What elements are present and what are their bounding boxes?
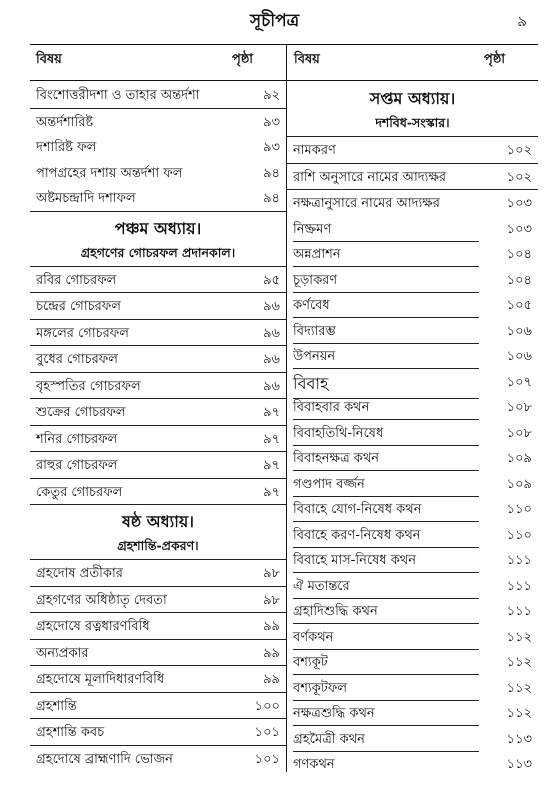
toc-topic: শনির গোচরফল — [36, 431, 118, 447]
toc-page: ১০৪ — [506, 272, 532, 288]
chapter-title: পঞ্চম অধ্যায়। — [114, 218, 202, 238]
toc-page: ৯৮ — [263, 592, 280, 608]
toc-page: ১১১ — [506, 553, 532, 568]
toc-page: ১০৬ — [506, 349, 532, 364]
toc-topic: নামকরণ — [293, 143, 336, 158]
toc-page: ৯৫ — [263, 272, 280, 288]
toc-row — [30, 693, 286, 720]
toc-topic: গ্রহদোষে মূলাদিধারণবিধি — [36, 672, 165, 687]
toc-topic: গ্রহগণের অধিষ্ঠাতৃ দেবতা — [36, 592, 167, 608]
toc-row — [30, 479, 286, 506]
toc-topic: পাপগ্রহের দশায় অন্তর্দশা ফল — [36, 165, 183, 181]
toc-row — [30, 267, 286, 294]
toc-page: ৯৪ — [263, 165, 280, 181]
toc-row — [287, 496, 538, 522]
chapter-subtitle: গ্রহগণের গোচরফল প্রদানকাল। — [80, 244, 236, 260]
toc-row — [287, 292, 538, 318]
toc-topic: বৃহস্পতির গোচরফল — [36, 378, 141, 394]
toc-topic: ঐ মতান্তরে — [293, 577, 479, 599]
toc-topic: চন্দ্রের গোচরফল — [36, 299, 121, 314]
toc-topic: বিবাহতিথি-নিষেধ — [293, 424, 479, 446]
toc-topic: অন্তর্দশারিষ্ট — [36, 114, 94, 130]
toc-topic: গণ্ডপাদ বৰ্জ্জন — [293, 475, 479, 497]
right-column — [287, 82, 538, 777]
chapter-title: ষষ্ঠ অধ্যায়। — [121, 512, 195, 531]
toc-row — [287, 318, 538, 344]
toc-topic: দশারিষ্ট ফল — [36, 140, 97, 155]
right-topic-header: বিষয় — [294, 52, 320, 67]
toc-row — [287, 522, 538, 548]
toc-page: ১০১ — [254, 751, 280, 767]
toc-page: ৯৩ — [263, 114, 280, 130]
toc-page: ১১১ — [506, 578, 532, 594]
toc-row — [30, 560, 286, 587]
toc-page: ১০৪ — [506, 247, 532, 262]
toc-page: ৯৯ — [263, 645, 280, 661]
chapter-heading — [30, 212, 286, 242]
toc-row — [30, 399, 286, 426]
toc-topic: কর্ণবেধ — [293, 296, 479, 318]
toc-row — [287, 649, 538, 675]
toc-page: ৯৯ — [263, 672, 280, 687]
page-header — [0, 6, 549, 36]
toc-row — [287, 343, 538, 369]
toc-row — [30, 293, 286, 320]
toc-row — [30, 373, 286, 400]
toc-row — [30, 719, 286, 746]
toc-page: ৯৩ — [263, 140, 280, 155]
toc-row — [30, 109, 286, 135]
toc-row — [30, 134, 286, 160]
toc-row — [287, 598, 538, 624]
toc-row — [287, 267, 538, 293]
toc-topic: গ্রহদোষে রত্নধারণবিধি — [36, 619, 150, 634]
toc-topic: কেতুর গোচরফল — [36, 484, 123, 500]
toc-page: ১১০ — [506, 527, 532, 543]
toc-topic: নক্ষত্রানুসারে নামের আদ্যক্ষর — [293, 196, 440, 211]
toc-row — [287, 573, 538, 599]
toc-topic: বশ্যকূট — [293, 653, 479, 675]
toc-page: ৯৮ — [263, 566, 280, 581]
toc-page: ৯৭ — [263, 431, 280, 447]
toc-page: ১০৯ — [506, 476, 532, 492]
toc-topic: নিষ্ক্রমণ — [293, 220, 479, 242]
toc-topic: গ্রহশান্তি কবচ — [36, 725, 105, 740]
toc-page: ১০৭ — [506, 374, 532, 390]
toc-topic: গ্রহদোষ প্রতীকার — [36, 566, 123, 581]
chapter-subtitle: গ্রহশান্তি-প্রকরণ। — [117, 538, 199, 553]
toc-row — [30, 613, 286, 640]
toc-topic: বিবাহে মাস-নিষেধ কথন — [293, 551, 479, 573]
toc-page: ১১৩ — [506, 731, 532, 747]
toc-row — [287, 726, 538, 752]
toc-page: ৯৬ — [263, 378, 280, 394]
toc-page: ৯৬ — [263, 299, 280, 314]
chapter-subtitle: দশবিধ-সংস্কার। — [375, 115, 450, 130]
toc-topic: শুক্রের গোচরফল — [36, 405, 126, 420]
toc-row — [287, 369, 538, 395]
toc-topic: বিংশোত্তরীদশা ও তাহার অন্তর্দশা — [36, 88, 200, 103]
toc-row — [30, 666, 286, 693]
toc-row — [30, 452, 286, 479]
toc-page: ১০২ — [506, 169, 532, 185]
right-page-header: পৃষ্ঠা — [484, 52, 506, 67]
left-topic-header: বিষয় — [36, 52, 62, 67]
toc-page: ১০৩ — [506, 196, 532, 211]
toc-topic: বুধের গোচরফল — [36, 352, 118, 367]
toc-row — [30, 160, 286, 186]
toc-row — [287, 241, 538, 267]
toc-topic: বশ্যকূটফল — [293, 679, 479, 701]
toc-page: ১১৩ — [506, 757, 532, 772]
toc-row — [30, 426, 286, 453]
page-title: সূচীপত্র — [249, 11, 300, 31]
chapter-title: সপ্তম অধ্যায়। — [369, 89, 456, 108]
left-page-header: পৃষ্ঠা — [232, 52, 254, 67]
chapter-heading — [30, 505, 286, 535]
toc-topic: গ্রহমৈত্রী কথন — [293, 730, 479, 752]
chapter-heading — [287, 82, 538, 112]
toc-topic: উপনয়ন — [293, 347, 479, 369]
toc-row — [287, 700, 538, 726]
toc-page: ৯২ — [263, 88, 280, 103]
toc-topic: মঙ্গলের গোচরফল — [36, 325, 129, 341]
toc-page: ১০৯ — [506, 451, 532, 466]
toc-page: ১০০ — [254, 698, 280, 714]
toc-page: ১০৩ — [506, 221, 532, 237]
toc-topic: গণকথন — [293, 757, 335, 772]
toc-row — [287, 394, 538, 420]
table-header-rule — [30, 80, 538, 81]
left-column — [30, 82, 286, 771]
toc-row — [30, 82, 286, 109]
toc-row — [30, 587, 286, 614]
toc-page: ১১২ — [506, 655, 532, 670]
toc-topic: গ্রহশান্তি — [36, 698, 77, 714]
toc-page: ৯৯ — [263, 619, 280, 634]
toc-page: ১০১ — [254, 725, 280, 740]
toc-page: ১০২ — [506, 143, 532, 158]
toc-topic: রাহুর গোচরফল — [36, 458, 118, 473]
toc-row — [287, 420, 538, 446]
toc-page: ১১২ — [506, 680, 532, 696]
toc-page: ৯৪ — [263, 191, 280, 206]
toc-row — [30, 320, 286, 347]
toc-topic: বিবাহবার কথন — [293, 398, 479, 420]
toc-topic: বিবাহে যোগ-নিষেধ কথন — [293, 500, 479, 522]
toc-page: ১০৮ — [506, 425, 532, 441]
toc-topic: অষ্টমচন্দ্রাদি দশাফল — [36, 191, 136, 206]
toc-topic: গ্রহদোষে ব্রাহ্মণাদি ভোজন — [36, 751, 173, 767]
toc-page: ১১১ — [506, 604, 532, 619]
toc-topic: বর্ণকথন — [293, 628, 479, 650]
toc-row — [287, 751, 538, 777]
toc-row — [30, 640, 286, 667]
toc-row — [30, 185, 286, 212]
chapter-subheading — [30, 242, 286, 267]
toc-row — [287, 137, 538, 164]
toc-row — [287, 190, 538, 216]
toc-page: ১১০ — [506, 502, 532, 517]
toc-row — [287, 675, 538, 701]
toc-row — [30, 346, 286, 373]
toc-page: ১১২ — [506, 629, 532, 645]
toc-topic: বিদ্যারম্ভ — [293, 322, 479, 344]
toc-row — [287, 624, 538, 650]
toc-page: ১১২ — [506, 706, 532, 721]
toc-page: ৯৬ — [263, 325, 280, 341]
toc-page: ১০৬ — [506, 323, 532, 339]
toc-topic: অন্যপ্রকার — [36, 645, 89, 661]
toc-page: ৯৭ — [263, 405, 280, 420]
toc-topic: বিবাহে করণ-নিষেধ কথন — [293, 526, 479, 548]
toc-page: ১০৮ — [506, 400, 532, 415]
toc-topic: চূড়াকরণ — [293, 271, 479, 293]
toc-topic: রাশি অনুসারে নামের আদ্যক্ষর — [293, 169, 447, 185]
toc-topic: বিবাহ — [293, 371, 479, 399]
toc-page: ১০৫ — [506, 298, 532, 313]
toc-row — [287, 445, 538, 471]
chapter-subheading — [287, 112, 538, 137]
toc-row — [287, 216, 538, 242]
toc-topic: বিবাহনক্ষত্র কথন — [293, 449, 479, 471]
table-top-rule — [30, 44, 538, 45]
toc-row — [30, 746, 286, 772]
toc-topic: অন্নপ্রাশন — [293, 245, 479, 267]
toc-topic: গ্রহাদিশুদ্ধি কথন — [293, 602, 479, 624]
page-number: ৯ — [517, 12, 527, 30]
toc-row — [287, 547, 538, 573]
toc-row — [287, 164, 538, 191]
chapter-subheading — [30, 535, 286, 560]
toc-topic: রবির গোচরফল — [36, 272, 117, 288]
toc-page: ৯৬ — [263, 352, 280, 367]
toc-row — [287, 471, 538, 497]
toc-topic: নক্ষত্রশুদ্ধি কথন — [293, 704, 479, 726]
toc-page: ৯৭ — [263, 484, 280, 500]
toc-page: ৯৭ — [263, 458, 280, 473]
